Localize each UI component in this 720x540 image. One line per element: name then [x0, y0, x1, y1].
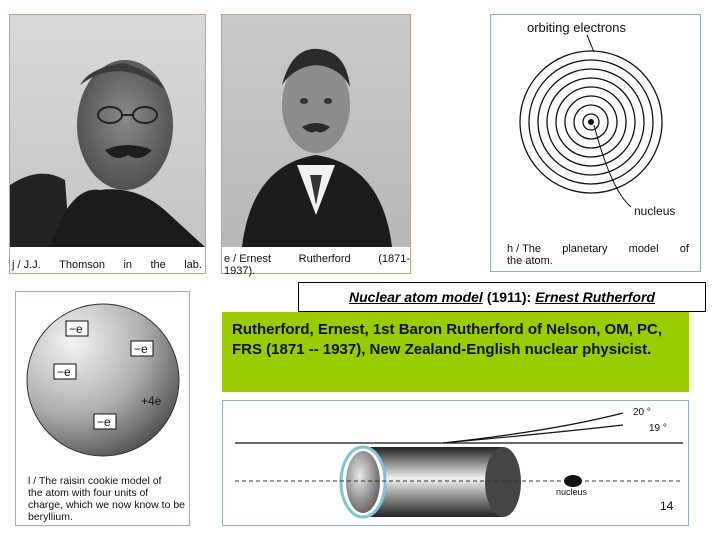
scattering-diagram	[223, 401, 688, 525]
raisin-caption	[28, 475, 188, 523]
thomson-caption-word: the	[150, 259, 166, 271]
thomson-photo	[10, 15, 205, 247]
nucleus-label: nucleus	[634, 204, 676, 218]
scattering-panel	[222, 400, 689, 526]
thomson-portrait	[10, 15, 205, 247]
raisin-diagram	[16, 292, 189, 467]
rutherford-photo-panel	[221, 14, 411, 277]
title-part-1: Nuclear atom model	[349, 289, 483, 305]
description-box: Rutherford, Ernest, 1st Baron Rutherford of Nelson, OM, PC, FRS (1871 -- 1937), New Zealand-English nuclear physicist.	[222, 312, 689, 392]
title-part-3: Ernest Rutherford	[535, 289, 655, 305]
rutherford-caption-word: (1871-	[378, 253, 410, 265]
thomson-caption	[12, 259, 202, 271]
charge-label: +4e	[141, 394, 162, 408]
thomson-panel	[9, 14, 206, 274]
page-number: 14	[660, 499, 674, 513]
planetary-caption-word: of	[679, 243, 689, 255]
thomson-caption-word: lab.	[184, 259, 202, 271]
electron-label: −e	[97, 415, 111, 429]
electron-label: −e	[57, 365, 71, 379]
planetary-caption-label: h / The	[507, 243, 542, 255]
angle-label-20: 20 °	[633, 407, 651, 418]
planetary-caption-word: model	[628, 243, 659, 255]
rutherford-portrait	[222, 15, 410, 247]
thomson-caption-word: in	[123, 259, 133, 271]
rutherford-caption	[224, 253, 410, 265]
rutherford-photo	[222, 15, 410, 247]
planetary-diagram	[491, 15, 700, 240]
planetary-caption-word: planetary	[562, 243, 608, 255]
rutherford-caption-word: Rutherford	[298, 253, 351, 265]
rutherford-caption-label: e / Ernest	[224, 253, 272, 265]
raisin-caption-line: beryllium.	[28, 511, 73, 523]
planetary-caption-line2: the atom.	[507, 255, 553, 267]
title-part-2: (1911):	[486, 289, 532, 305]
rutherford-caption-line2: 1937).	[224, 265, 256, 277]
raisin-caption-line: l / The raisin cookie model of	[28, 475, 162, 487]
electron-label: −e	[69, 322, 83, 336]
orbiting-electrons-label: orbiting electrons	[527, 20, 626, 35]
thomson-caption-word: Thomson	[59, 259, 106, 271]
raisin-caption-line: the atom with four units of	[28, 487, 149, 499]
slide-title	[298, 282, 706, 312]
planetary-panel	[490, 14, 701, 272]
planetary-caption	[507, 243, 689, 255]
scattering-nucleus-label: nucleus	[556, 487, 588, 497]
thomson-caption-label: j / J.J.	[12, 259, 41, 271]
electron-label: −e	[134, 342, 148, 356]
angle-label-19: 19 °	[649, 423, 667, 434]
raisin-panel	[15, 291, 190, 526]
raisin-caption-line: charge, which we now know to be	[28, 499, 186, 511]
